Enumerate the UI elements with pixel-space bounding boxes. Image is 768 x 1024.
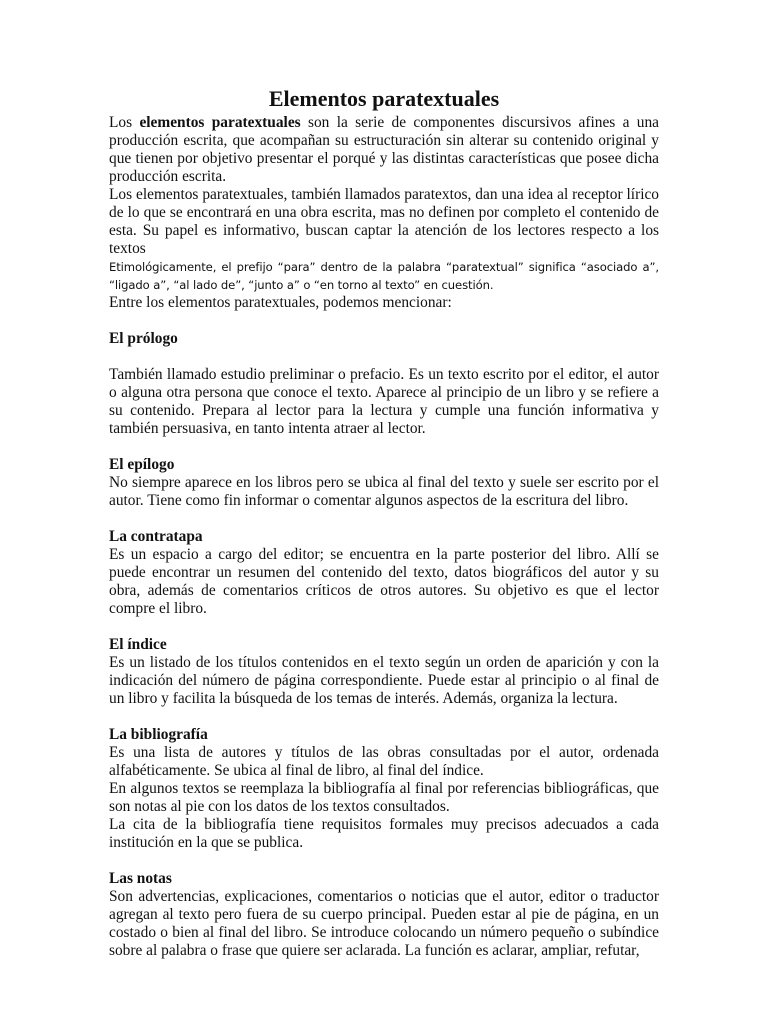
section-paragraph: También llamado estudio preliminar o prefacio. Es un texto escrito por el editor, el autor o alguna otra persona que conoce el texto. Aparece al principio de un libro y se refiere a su contenido. Prepara al lector para la lectura y cumple una función informativa y también persuasiva, en tanto intenta atraer al lector.	[109, 366, 659, 437]
section-paragraph: No siempre aparece en los libros pero se ubica al final del texto y suele ser escrito por el autor. Tiene como fin informar o comentar algunos aspectos de la escritura del libro.	[109, 474, 659, 509]
section-paragraph: Son advertencias, explicaciones, comentarios o noticias que el autor, editor o traductor agregan al texto pero fuera de su cuerpo principal. Pueden estar al pie de página, en un costado o bien al final del libro. Se introduce colocando un número pequeño o subíndice sobre al palabra o frase que quiere ser aclarada. La función es aclarar, ampliar, refutar,	[109, 888, 659, 959]
section-heading-bibliografia: La bibliografía	[109, 726, 208, 743]
section-heading-notas: Las notas	[109, 870, 172, 887]
section-heading-epilogo: El epílogo	[109, 456, 175, 473]
section-heading-prologo: El prólogo	[109, 330, 178, 347]
document-title: Elementos paratextuales	[268, 86, 500, 111]
section-heading-indice: El índice	[109, 636, 167, 653]
section-paragraph: La cita de la bibliografía tiene requisitos formales muy precisos adecuados a cada institución en la que se publica.	[109, 816, 659, 851]
intro-paragraph-2: Los elementos paratextuales, también llamados paratextos, dan una idea al receptor lírico de lo que se encontrará en una obra escrita, mas no definen por completo el contenido de esta. Su papel es informativo, buscan captar la atención de los lectores respecto a los textos	[109, 186, 659, 257]
intro-etymology: Etimológicamente, el prefijo “para” dentro de la palabra “paratextual” significa “asociado a”, “ligado a”, “al lado de”, “junto a” o “en torno al texto” en cuestión.	[109, 260, 659, 292]
intro-bold-term: elementos paratextuales	[139, 114, 301, 131]
intro-paragraph-1	[109, 114, 659, 186]
intro-prefix: Los	[109, 114, 140, 131]
section-heading-contratapa: La contratapa	[109, 528, 203, 545]
intro-paragraph-4: Entre los elementos paratextuales, podemos mencionar:	[109, 294, 452, 311]
section-paragraph: Es un espacio a cargo del editor; se encuentra en la parte posterior del libro. Allí se puede encontrar un resumen del contenido del texto, datos biográficos del autor y su obra, además de comentarios críticos de otros autores. Su objetivo es que el lector compre el libro.	[109, 546, 659, 617]
section-paragraph: Es una lista de autores y títulos de las obras consultadas por el autor, ordenada alfabéticamente. Se ubica al final de libro, al final del índice.	[109, 744, 659, 779]
intro-rest: son la serie de componentes discursivos afines a una producción escrita, que acompañan su estructuración sin alterar su contenido original y que tienen por objetivo presentar el porqué y las distintas características que posee dicha producción escrita.	[109, 114, 660, 185]
section-paragraph: En algunos textos se reemplaza la bibliografía al final por referencias bibliográficas, que son notas al pie con los datos de los textos consultados.	[109, 780, 659, 815]
section-paragraph: Es un listado de los títulos contenidos en el texto según un orden de aparición y con la indicación del número de página correspondiente. Puede estar al principio o al final de un libro y facilita la búsqueda de los temas de interés. Además, organiza la lectura.	[109, 654, 659, 707]
